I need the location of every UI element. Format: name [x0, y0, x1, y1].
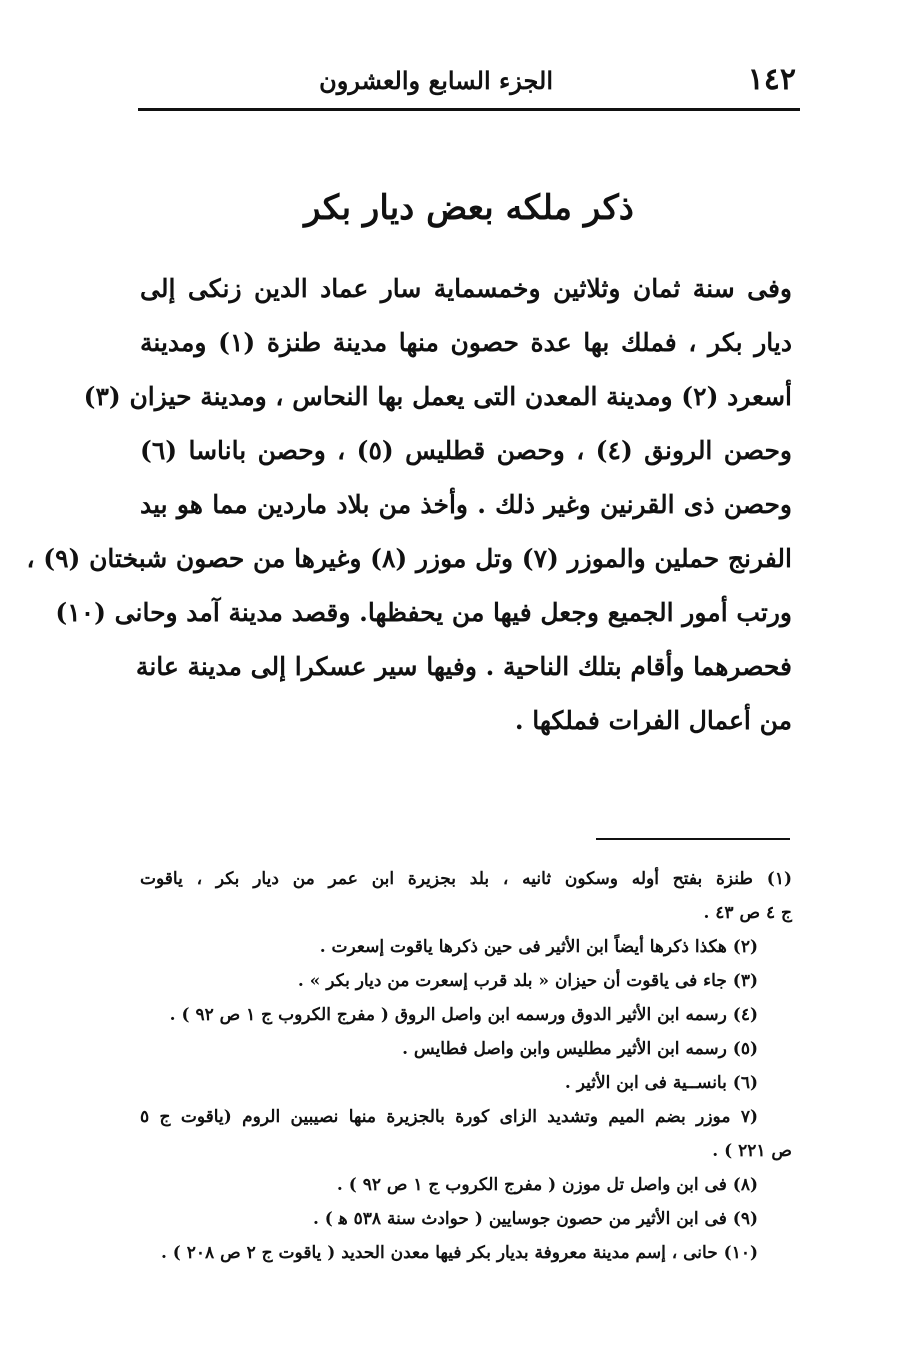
footnote-line: (٣) جاء فى ياقوت أن حيزان « بلد قرب إسعرت من ديار بكر » . — [297, 971, 758, 991]
body-line: وحصن الرونق (٤) ، وحصن قطليس (٥) ، وحصن باناسا (٦) — [140, 436, 792, 465]
running-head: الجزء السابع والعشرون — [319, 66, 553, 95]
body-line: من أعمال الفرات فملكها . — [514, 706, 792, 735]
page-number: ١٤٢ — [747, 62, 796, 97]
body-line: أسعرد (٢) ومدينة المعدن التى يعمل بها النحاس ، ومدينة حيزان (٣) — [83, 382, 792, 411]
footnote-line: (٥) رسمه ابن الأثير مطليس وابن واصل فطايس . — [402, 1039, 758, 1059]
body-line: ديار بكر ، فملك بها عدة حصون منها مدينة طنزة (١) ومدينة — [140, 328, 792, 357]
footnote-line: (١٠) حانى ، إسم مدينة معروفة بديار بكر فيها معدن الحديد ( ياقوت ج ٢ ص ٢٠٨ ) . — [160, 1243, 758, 1263]
body-line: وفى سنة ثمان وثلاثين وخمسماية سار عماد الدين زنكى إلى — [140, 274, 792, 303]
footnote-line: (١) طنزة بفتح أوله وسكون ثانيه ، بلد بجزيرة ابن عمر من ديار بكر ، ياقوت — [140, 869, 792, 889]
body-line: الفرنج حملين والموزر (٧) وتل موزر (٨) وغيرها من حصون شبختان (٩) ، — [26, 544, 792, 573]
footnote-separator — [596, 838, 790, 840]
body-line: ورتب أمور الجميع وجعل فيها من يحفظها. وقصد مدينة آمد وحانى (١٠) — [55, 598, 792, 627]
chapter-title: ذكر ملكه بعض ديار بكر — [304, 188, 634, 228]
footnote-line: ج ٤ ص ٤٣ . — [703, 903, 792, 923]
footnote-line: (٦) بانســية فى ابن الأثير . — [564, 1073, 758, 1093]
footnotes — [140, 862, 792, 1270]
body-text — [26, 262, 792, 748]
footnote-line: ص ٢٢١ ) . — [712, 1141, 792, 1161]
header-rule — [138, 108, 800, 111]
body-line: وحصن ذى القرنين وغير ذلك . وأخذ من بلاد ماردين مما هو بيد — [140, 490, 792, 519]
footnote-line: (٩) فى ابن الأثير من حصون جوسايين ( حوادث سنة ٥٣٨ ﻫ ) . — [312, 1209, 758, 1229]
footnote-line: (٨) فى ابن واصل تل موزن ( مفرج الكروب ج ١ ص ٩٢ ) . — [336, 1175, 758, 1195]
footnote-line: (٤) رسمه ابن الأثير الدوق ورسمه ابن واصل الروق ( مفرج الكروب ج ١ ص ٩٢ ) . — [169, 1005, 758, 1025]
footnote-line: (٧ موزر بضم الميم وتشديد الزاى كورة بالجزيرة منها نصيبين الروم (ياقوت ج ٥ — [140, 1107, 758, 1127]
footnote-line: (٢) هكذا ذكرها أيضاً ابن الأثير فى حين ذكرها ياقوت إسعرت . — [319, 937, 758, 957]
page-header — [138, 58, 798, 102]
body-line: فحصرهما وأقام بتلك الناحية . وفيها سير عسكرا إلى مدينة عانة — [135, 652, 792, 681]
